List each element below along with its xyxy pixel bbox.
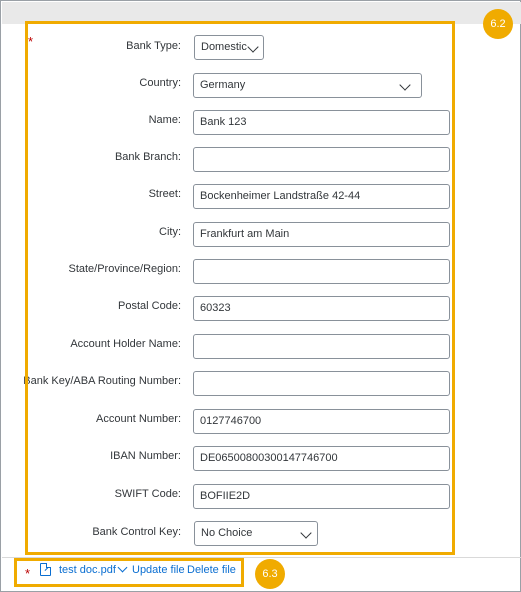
country-label: Country: (139, 77, 181, 89)
bank-key-label: Bank Key/ABA Routing Number: (23, 375, 181, 387)
bank-control-key-label: Bank Control Key: (92, 526, 181, 538)
swift-label: SWIFT Code: (114, 488, 181, 500)
update-file-link[interactable]: Update file (132, 564, 185, 576)
attachment-required-marker: * (25, 566, 31, 581)
account-holder-label: Account Holder Name: (70, 338, 181, 350)
name-input[interactable]: Bank 123 (193, 110, 450, 135)
name-label: Name: (148, 114, 181, 126)
delete-file-link[interactable]: Delete file (187, 564, 236, 576)
state-label: State/Province/Region: (68, 263, 181, 275)
account-number-input[interactable]: 0127746700 (193, 409, 450, 434)
postal-code-input[interactable]: 60323 (193, 296, 450, 321)
iban-label: IBAN Number: (110, 450, 181, 462)
highlight-box-6-3 (14, 558, 244, 587)
bank-type-value: Domestic (201, 41, 247, 53)
bank-branch-label: Bank Branch: (114, 151, 181, 163)
swift-input[interactable]: BOFIIE2D (193, 484, 450, 509)
street-input[interactable]: Bockenheimer Landstraße 42-44 (193, 184, 450, 209)
bank-control-key-value: No Choice (201, 527, 253, 539)
city-label: City: (159, 226, 181, 238)
postal-code-label: Postal Code: (118, 300, 181, 312)
country-value: Germany (200, 79, 246, 91)
street-label: Street: (148, 188, 181, 200)
step-badge-6-3: 6.3 (255, 559, 285, 589)
iban-input[interactable]: DE06500800300147746700 (193, 446, 450, 471)
required-marker: * (28, 34, 34, 49)
highlight-box-6-2 (25, 21, 455, 555)
city-input[interactable]: Frankfurt am Main (193, 222, 450, 247)
step-badge-6-2: 6.2 (483, 9, 513, 39)
attachment-file-link[interactable]: test doc.pdf (59, 564, 116, 576)
account-number-label: Account Number: (96, 413, 181, 425)
bank-type-label: Bank Type: (126, 40, 181, 52)
